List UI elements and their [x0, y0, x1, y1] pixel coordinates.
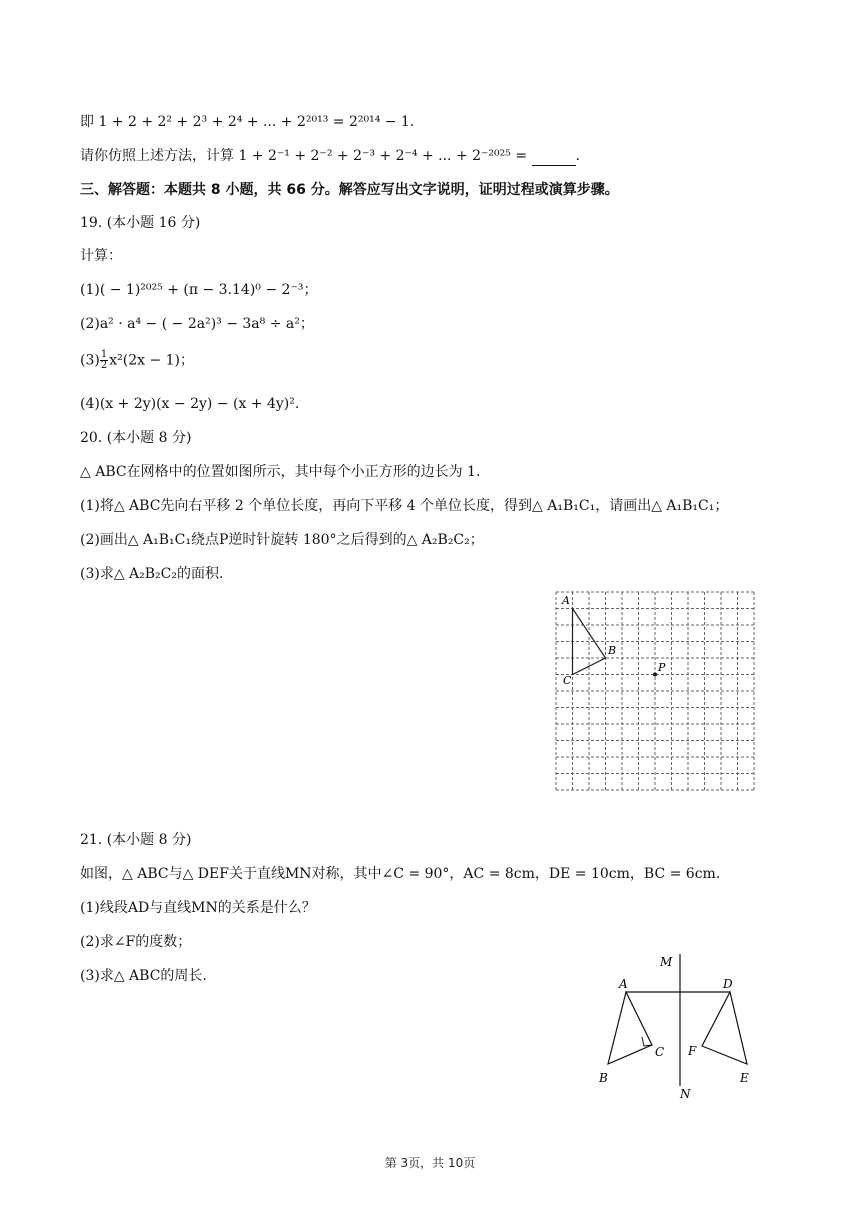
label-p: P [658, 661, 666, 674]
label-a: A [619, 977, 628, 991]
question-21-part-3: (3)求△ ABC的周长. [80, 968, 207, 984]
question-19-part-3 [80, 350, 194, 371]
question-21-intro: 如图，△ ABC与△ DEF关于直线MN对称，其中∠C = 90°，AC = 8cm，DE = 10cm，BC = 6cm. [80, 866, 721, 882]
dashed-grid [556, 592, 754, 790]
question-19-intro: 计算： [80, 248, 122, 264]
question-21-heading: 21. (本小题 8 分) [80, 832, 192, 848]
question-21-part-1: (1)线段AD与直线MN的关系是什么？ [80, 900, 316, 916]
question-19-part-1: (1)( − 1)²⁰²⁵ + (π − 3.14)⁰ − 2⁻³； [80, 282, 318, 298]
section-heading: 三、解答题：本题共 8 小题，共 66 分。解答应写出文字说明，证明过程或演算步骤。 [80, 182, 619, 198]
page-footer: 第 3页，共 10页 [384, 1156, 476, 1170]
fraction-one-half [100, 350, 108, 371]
label-a: A [562, 594, 570, 607]
exercise-end: . [575, 148, 580, 164]
question-21-part-2: (2)求∠F的度数； [80, 934, 192, 950]
label-m: M [660, 955, 673, 969]
point-p [653, 673, 657, 677]
question-20-intro: △ ABC在网格中的位置如图所示，其中每个小正方形的边长为 1. [80, 464, 481, 480]
fraction-numerator: 1 [100, 349, 108, 360]
text-line-sum-result: 即 1 + 2 + 2² + 2³ + 2⁴ + ... + 2²⁰¹³ = 2²⁰¹⁴ − 1. [80, 114, 415, 130]
label-b: B [608, 644, 617, 657]
grid-figure [548, 584, 764, 798]
label-f: F [688, 1044, 697, 1058]
mirror-figure [590, 950, 760, 1102]
triangle-def [702, 992, 747, 1064]
part-3-expression: x²(2x − 1)； [109, 352, 194, 369]
question-20-heading: 20. (本小题 8 分) [80, 430, 192, 446]
question-19-part-2: (2)a² · a⁴ − ( − 2a²)³ − 3a⁸ ÷ a²； [80, 316, 314, 332]
question-20-part-1: (1)将△ ABC先向右平移 2 个单位长度，再向下平移 4 个单位长度，得到△ A₁B₁C₁，请画出△ A₁B₁C₁； [80, 498, 729, 514]
question-19-heading: 19. (本小题 16 分) [80, 215, 201, 231]
part-3-label: (3) [80, 352, 100, 369]
fraction-denominator: 2 [100, 360, 108, 371]
label-b: B [599, 1071, 608, 1085]
question-19-part-4: (4)(x + 2y)(x − 2y) − (x + 4y)². [80, 396, 300, 412]
label-d: D [723, 977, 733, 991]
triangle-abc [608, 992, 652, 1064]
text-line-exercise [80, 146, 580, 166]
label-c: C [563, 674, 572, 687]
question-20-part-2: (2)画出△ A₁B₁C₁绕点P逆时针旋转 180°之后得到的△ A₂B₂C₂； [80, 532, 484, 548]
label-e: E [740, 1071, 749, 1085]
question-20-part-3: (3)求△ A₂B₂C₂的面积. [80, 566, 224, 582]
label-n: N [680, 1087, 691, 1101]
answer-blank [532, 151, 576, 166]
exercise-text: 请你仿照上述方法，计算 1 + 2⁻¹ + 2⁻² + 2⁻³ + 2⁻⁴ + ... + 2⁻²⁰²⁵ = [80, 148, 532, 164]
label-c: C [655, 1045, 665, 1059]
